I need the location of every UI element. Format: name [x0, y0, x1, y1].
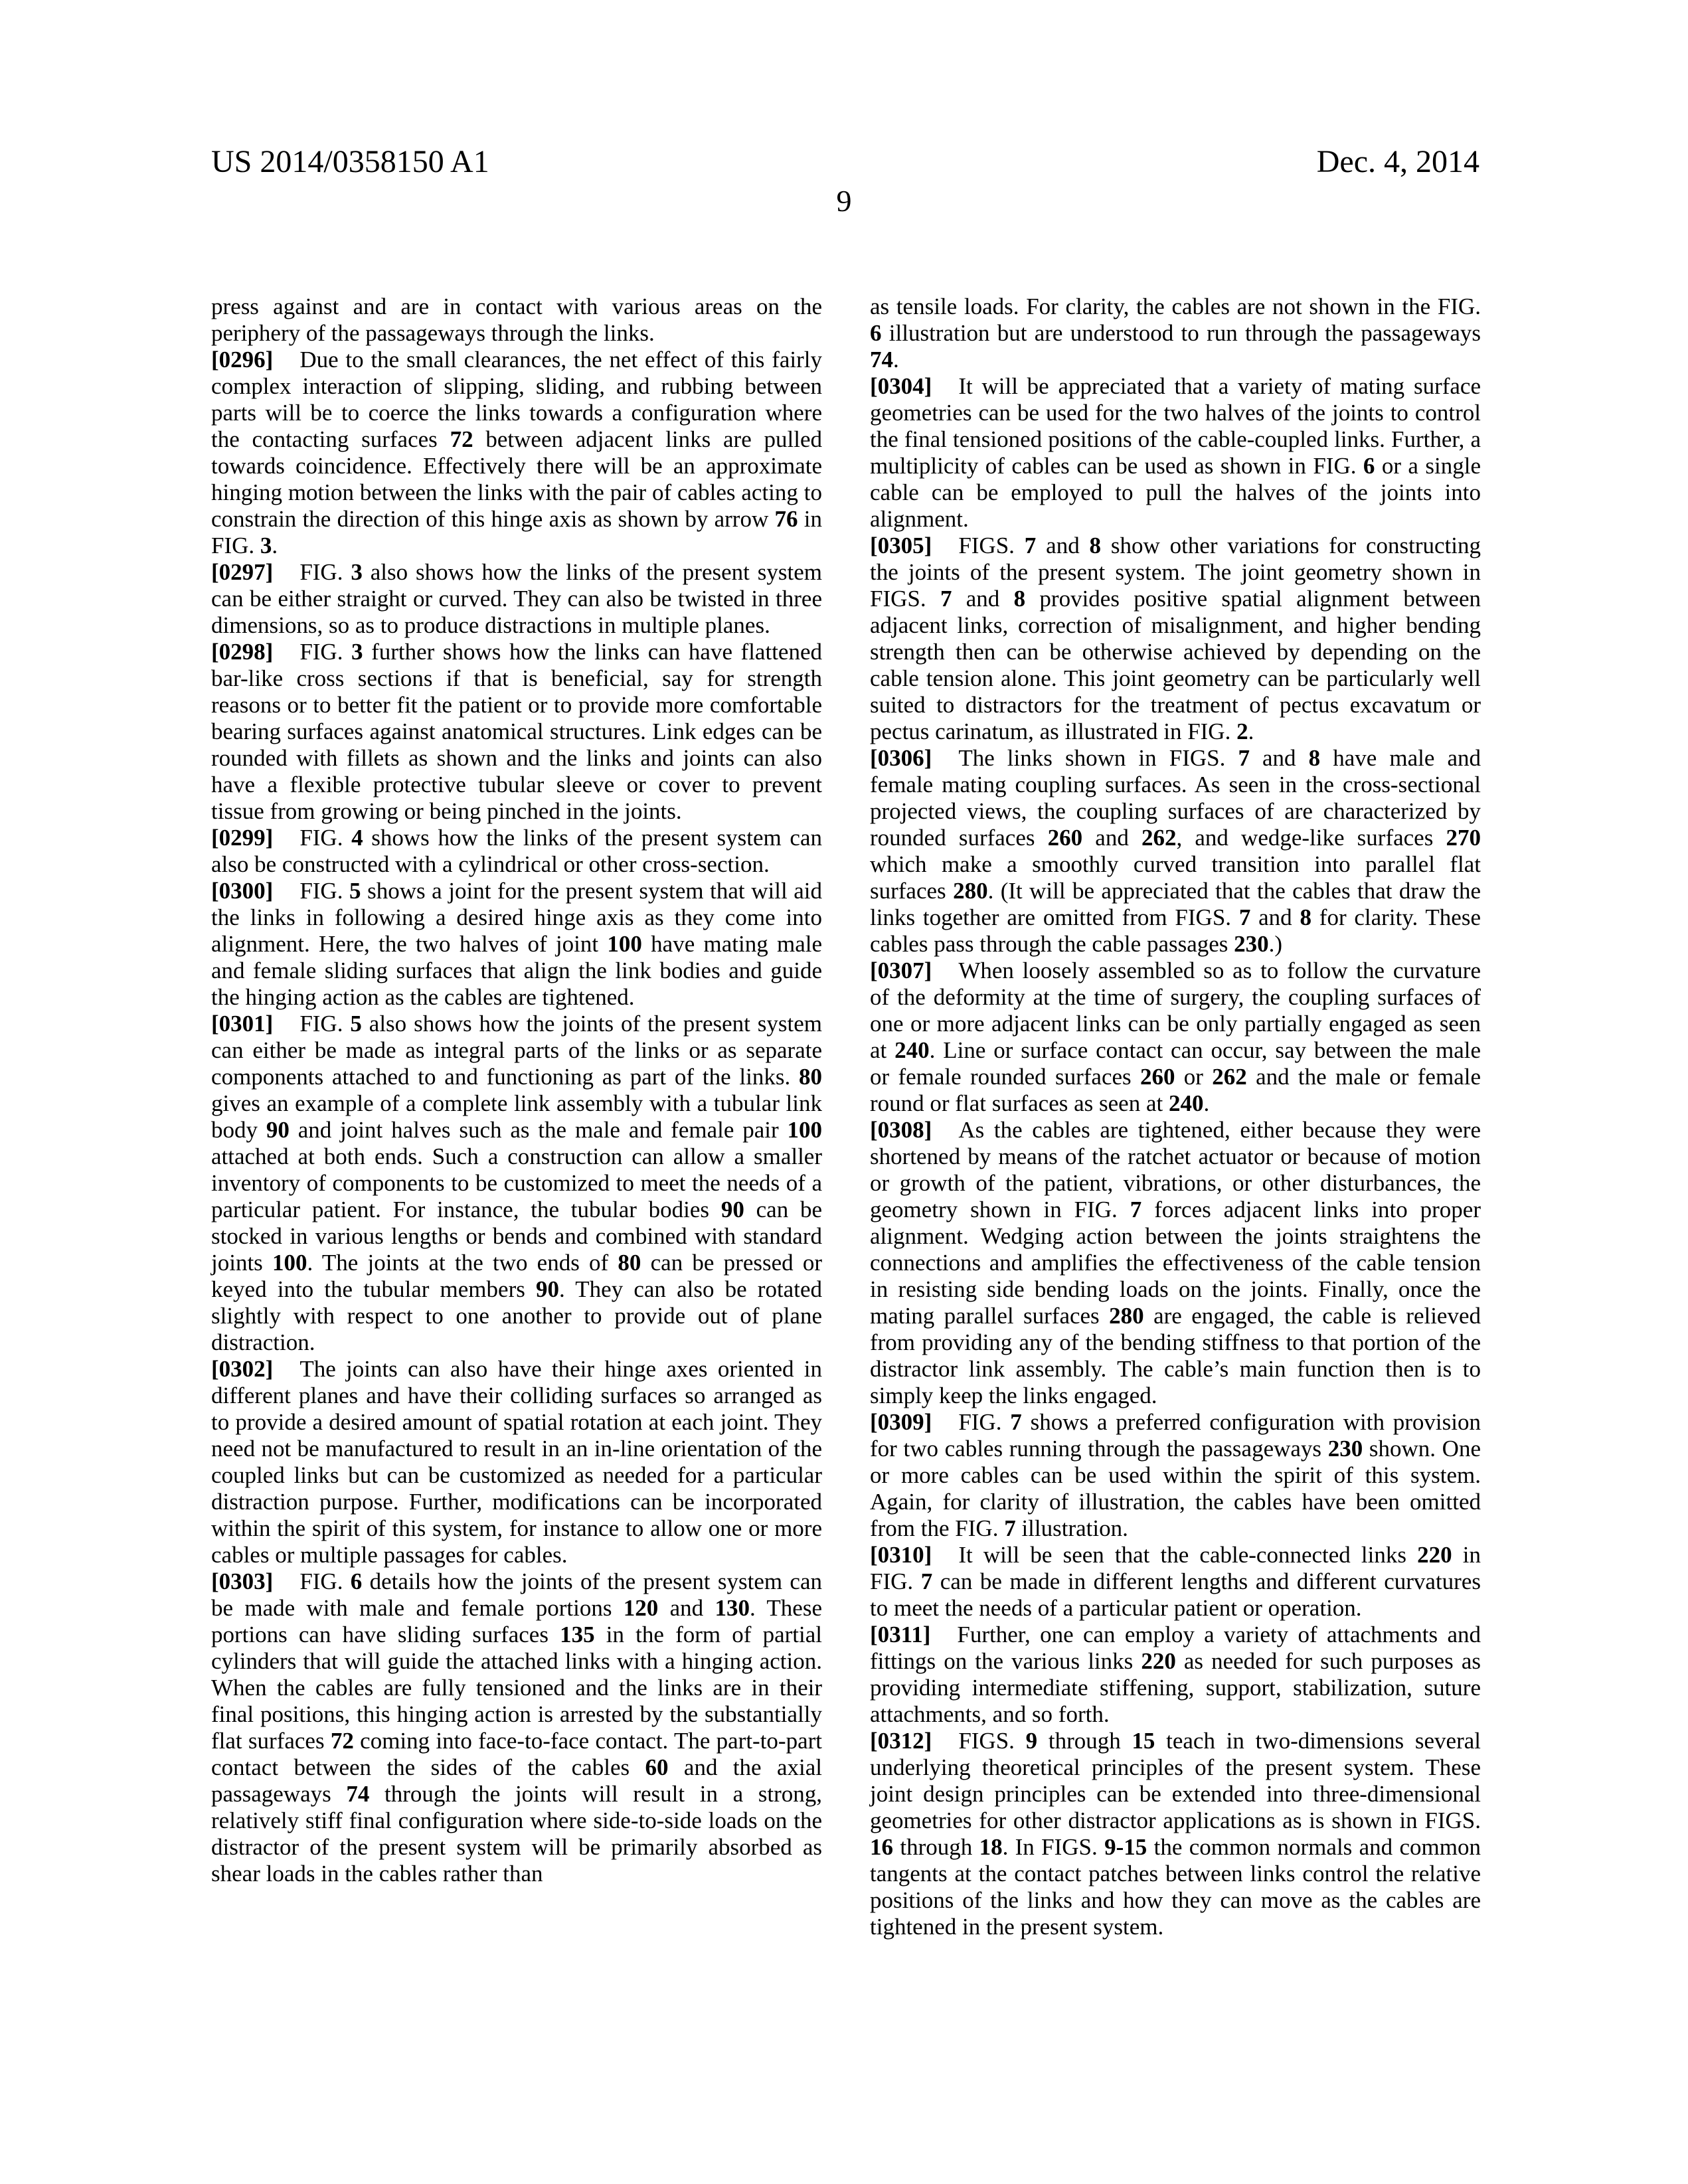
- paragraph-continuation: [211, 294, 822, 347]
- reference-numeral: 8: [1308, 745, 1321, 771]
- paragraph-0299: [211, 825, 822, 878]
- paragraph-number: [0296]: [211, 347, 274, 373]
- reference-numeral: 280: [1109, 1303, 1144, 1329]
- paragraph-number: [0307]: [870, 958, 932, 983]
- text-run: in FIG.: [870, 1542, 1481, 1594]
- text-run: When loosely assembled so as to follow the curvature of the deformity at the time of surgery, the coupling surfaces of one or more adjacent links can be only partially engaged as seen at: [870, 958, 1481, 1063]
- text-run: as needed for such purposes as providing intermediate stiffening, support, stabilization, suture attachments, and so forth.: [870, 1648, 1481, 1727]
- reference-numeral: 240: [894, 1037, 930, 1063]
- paragraph-0305: [870, 533, 1481, 745]
- reference-numeral: 90: [536, 1276, 559, 1302]
- paragraph-0302: [211, 1356, 822, 1568]
- text-run: .: [272, 533, 278, 558]
- reference-numeral: 80: [618, 1250, 641, 1276]
- text-run: . The joints at the two ends of: [307, 1250, 618, 1276]
- paragraph-0298: [211, 639, 822, 825]
- reference-numeral: 9: [1025, 1728, 1038, 1754]
- reference-numeral: 9-15: [1104, 1834, 1147, 1860]
- text-run: It will be seen that the cable-connected links: [958, 1542, 1418, 1568]
- text-run: can be stocked in various lengths or bends and combined with standard joints: [211, 1197, 822, 1276]
- text-run: FIG.: [299, 825, 352, 851]
- reference-numeral: 3: [351, 559, 363, 585]
- text-run: shows a joint for the present system that will aid the links in following a desired hinge axis as they come into alignment. Here, the two halves of joint: [211, 878, 822, 957]
- text-run: show other variations for constructing the joints of the present system. The joint geometry shown in FIGS.: [870, 533, 1481, 612]
- text-run: As the cables are tightened, either because they were shortened by means of the ratchet actuator or because of motion or growth of the patient, vibrations, or other disturbances, the geometry shown in FIG.: [870, 1117, 1481, 1222]
- reference-numeral: 262: [1212, 1064, 1247, 1090]
- text-run: Due to the small clearances, the net effect of this fairly complex interaction of slipping, sliding, and rubbing between parts will be to coerce the links towards a configuration where the contacting surfaces: [211, 347, 822, 452]
- reference-numeral: 3: [260, 533, 272, 558]
- reference-numeral: 7: [1010, 1409, 1022, 1435]
- paragraph-0304: [870, 373, 1481, 533]
- text-run: It will be appreciated that a variety of mating surface geometries can be used for the two halves of the joints to control the final tensioned positions of the cable-coupled links. Further, a multiplicity of cables can be used as shown in FIG.: [870, 373, 1481, 479]
- paragraph-number: [0306]: [870, 745, 932, 771]
- text-run: through the joints will result in a strong, relatively stiff final configuration where side-to-side loads on the distractor of the present system will be primarily absorbed as shear loads in the cables rather than: [211, 1781, 822, 1887]
- reference-numeral: 7: [1238, 745, 1250, 771]
- text-run: illustration but are understood to run through the passageways: [881, 320, 1481, 346]
- reference-numeral: 220: [1417, 1542, 1452, 1568]
- text-run: coming into face-to-face contact. The part-to-part contact between the sides of the cables: [211, 1728, 823, 1780]
- text-run: also shows how the links of the present system can be either straight or curved. They can also be twisted in three dimensions, so as to produce distractions in multiple planes.: [211, 559, 822, 638]
- paragraph-number: [0305]: [870, 533, 932, 558]
- reference-numeral: 270: [1446, 825, 1481, 851]
- reference-numeral: 120: [623, 1595, 659, 1621]
- text-run: .: [1248, 718, 1254, 744]
- reference-numeral: 230: [1327, 1436, 1363, 1462]
- text-run: in the form of partial cylinders that will guide the attached links with a hinging action. When the cables are fully tensioned and the links are in their final positions, this hinging action is arrested by the substantially flat surfaces: [211, 1622, 822, 1754]
- right-column: [870, 294, 1481, 1940]
- text-run: and: [1036, 533, 1090, 558]
- reference-numeral: 7: [1130, 1197, 1142, 1222]
- reference-numeral: 74: [870, 347, 893, 373]
- text-run: FIGS.: [958, 533, 1025, 558]
- text-run: The links shown in FIGS.: [958, 745, 1238, 771]
- text-run: and: [952, 586, 1014, 612]
- text-run: FIG.: [299, 1568, 351, 1594]
- text-run: through: [893, 1834, 979, 1860]
- text-run: Further, one can employ a variety of attachments and fittings on the various links: [870, 1622, 1481, 1674]
- text-run: or: [1175, 1064, 1213, 1090]
- reference-numeral: 74: [346, 1781, 370, 1807]
- reference-numeral: 7: [1238, 904, 1251, 930]
- reference-numeral: 76: [774, 506, 798, 532]
- text-run: . In FIGS.: [1002, 1834, 1105, 1860]
- paragraph-0301: [211, 1011, 822, 1356]
- reference-numeral: 280: [953, 878, 988, 904]
- text-run: .: [893, 347, 899, 373]
- publication-number: US 2014/0358150 A1: [211, 144, 489, 179]
- reference-numeral: 3: [351, 639, 363, 665]
- reference-numeral: 100: [607, 931, 642, 957]
- text-run: .): [1268, 931, 1283, 957]
- reference-numeral: 5: [349, 878, 361, 904]
- text-run: and joint halves such as the male and female pair: [289, 1117, 788, 1143]
- text-run: .: [1203, 1090, 1210, 1116]
- page-number: 9: [836, 184, 852, 218]
- paragraph-number: [0302]: [211, 1356, 274, 1382]
- reference-numeral: 100: [272, 1250, 307, 1276]
- publication-date: Dec. 4, 2014: [1316, 144, 1479, 179]
- text-run: . These portions can have sliding surfaces: [211, 1595, 822, 1647]
- text-run: can be made in different lengths and different curvatures to meet the needs of a particular patient or operation.: [870, 1568, 1481, 1621]
- text-run: between adjacent links are pulled towards coincidence. Effectively there will be an approximate hinging motion between the links with the pair of cables acting to constrain the direction of this hinge axis as shown by arrow: [211, 426, 823, 532]
- text-run: and: [1250, 904, 1300, 930]
- reference-numeral: 18: [979, 1834, 1003, 1860]
- reference-numeral: 230: [1234, 931, 1269, 957]
- paragraph-number: [0310]: [870, 1542, 932, 1568]
- text-run: details how the joints of the present system can be made with male and female portions: [211, 1568, 822, 1621]
- reference-numeral: 60: [645, 1754, 669, 1780]
- text-run: further shows how the links can have flattened bar-like cross sections if that is beneficial, say for strength reasons or to better fit the patient or to provide more comfortable bearing surfaces against anatomical structures. Link edges can be rounded with fillets as shown and the links and joints can also have a flexible protective tubular sleeve or cover to prevent tissue from growing or being pinched in the joints.: [211, 639, 822, 824]
- reference-numeral: 6: [870, 320, 882, 346]
- paragraph-0296: [211, 347, 822, 559]
- text-run: and: [1082, 825, 1141, 851]
- paragraph-number: [0300]: [211, 878, 274, 904]
- paragraph-0300: [211, 878, 822, 1011]
- text-run: which make a smoothly curved transition into parallel flat surfaces: [870, 851, 1481, 904]
- reference-numeral: 100: [787, 1117, 822, 1143]
- text-run: The joints can also have their hinge axes oriented in different planes and have their colliding surfaces so arranged as to provide a desired amount of spatial rotation at each joint. They need not be manufactured to result in an in-line orientation of the coupled links but can be customized as needed for a particular distraction purpose. Further, modifications can be incorporated within the spirit of this system, for instance to allow one or more cables or multiple passages for cables.: [211, 1356, 822, 1568]
- text-run: , and wedge-like surfaces: [1176, 825, 1446, 851]
- text-run: provides positive spatial alignment between adjacent links, correction of misalignment, and higher bending strength then can be otherwise achieved by depending on the cable tension alone. This joint geometry can be particularly well suited to distractors for the treatment of pectus excavatum or pectus carinatum, as illustrated in FIG.: [870, 586, 1481, 744]
- reference-numeral: 130: [715, 1595, 750, 1621]
- reference-numeral: 80: [799, 1064, 822, 1090]
- reference-numeral: 15: [1132, 1728, 1155, 1754]
- paragraph-0308: [870, 1117, 1481, 1409]
- reference-numeral: 262: [1141, 825, 1177, 851]
- reference-numeral: 8: [1089, 533, 1102, 558]
- left-column: [211, 294, 822, 1940]
- text-run: attached at both ends. Such a construction can allow a smaller inventory of components to be customized to meet the needs of a particular patient. For instance, the tubular bodies: [211, 1143, 822, 1222]
- text-run: have male and female mating coupling surfaces. As seen in the cross-sectional projected views, the coupling surfaces of are characterized by rounded surfaces: [870, 745, 1481, 851]
- text-run: the common normals and common tangents at the contact patches between links control the relative positions of the links and how they can move as the cables are tightened in the present system.: [870, 1834, 1481, 1940]
- text-run: can be pressed or keyed into the tubular members: [211, 1250, 822, 1302]
- text-run: and: [658, 1595, 715, 1621]
- reference-numeral: 7: [940, 586, 952, 612]
- text-run: forces adjacent links into proper alignment. Wedging action between the joints straightens the connections and amplifies the effectiveness of the cable tension in resisting side bending loads on the joints. Finally, once the mating parallel surfaces: [870, 1197, 1481, 1329]
- reference-numeral: 72: [330, 1728, 354, 1754]
- text-run: FIG.: [299, 878, 350, 904]
- reference-numeral: 8: [1300, 904, 1311, 930]
- text-run: FIG.: [958, 1409, 1011, 1435]
- text-run: and the axial passageways: [211, 1754, 822, 1807]
- text-run: also shows how the joints of the present system can either be made as integral parts of the links or as separate components attached to and functioning as part of the links.: [211, 1011, 822, 1090]
- paragraph-0297: [211, 559, 822, 639]
- paragraph-0307: [870, 958, 1481, 1117]
- reference-numeral: 260: [1139, 1064, 1175, 1090]
- paragraph-number: [0309]: [870, 1409, 932, 1435]
- text-run: shows how the links of the present system can also be constructed with a cylindrical or other cross-section.: [211, 825, 822, 877]
- reference-numeral: 7: [1004, 1515, 1016, 1541]
- reference-numeral: 2: [1236, 718, 1248, 744]
- paragraph-number: [0297]: [211, 559, 274, 585]
- paragraph-number: [0299]: [211, 825, 274, 851]
- text-run: press against and are in contact with various areas on the periphery of the passageways through the links.: [211, 294, 822, 346]
- paragraph-number: [0298]: [211, 639, 274, 665]
- reference-numeral: 8: [1013, 586, 1026, 612]
- text-run: shows a preferred configuration with provision for two cables running through the passageways: [870, 1409, 1481, 1462]
- paragraph-continuation: [870, 294, 1481, 373]
- text-run: shown. One or more cables can be used within the spirit of this system. Again, for clarity of illustration, the cables have been omitted from the FIG.: [870, 1436, 1481, 1541]
- text-run: have mating male and female sliding surfaces that align the link bodies and guide the hinging action as the cables are tightened.: [211, 931, 823, 1010]
- paragraph-number: [0311]: [870, 1622, 931, 1647]
- text-run: . Line or surface contact can occur, say between the male or female rounded surfaces: [870, 1037, 1481, 1090]
- text-run: in FIG.: [211, 506, 822, 558]
- text-run: are engaged, the cable is relieved from providing any of the bending stiffness to that portion of the distractor link assembly. The cable’s main function then is to simply keep the links engaged.: [870, 1303, 1481, 1408]
- paragraph-number: [0304]: [870, 373, 932, 399]
- text-run: . They can also be rotated slightly with respect to one another to provide out of plane distraction.: [211, 1276, 822, 1355]
- paragraph-0306: [870, 745, 1481, 958]
- text-run: FIG.: [299, 1011, 351, 1037]
- reference-numeral: 90: [266, 1117, 290, 1143]
- paragraph-0309: [870, 1409, 1481, 1542]
- reference-numeral: 6: [350, 1568, 363, 1594]
- text-run: or a single cable can be employed to pull the halves of the joints into alignment.: [870, 453, 1481, 532]
- text-run: FIG.: [299, 639, 352, 665]
- text-run: FIGS.: [958, 1728, 1026, 1754]
- reference-numeral: 72: [450, 426, 473, 452]
- reference-numeral: 7: [920, 1568, 933, 1594]
- text-run: through: [1037, 1728, 1132, 1754]
- reference-numeral: 90: [720, 1197, 744, 1222]
- reference-numeral: 220: [1141, 1648, 1176, 1674]
- paragraph-0303: [211, 1568, 822, 1887]
- reference-numeral: 260: [1047, 825, 1083, 851]
- paragraph-0312: [870, 1728, 1481, 1940]
- reference-numeral: 16: [870, 1834, 893, 1860]
- reference-numeral: 5: [350, 1011, 362, 1037]
- text-run: teach in two-dimensions several underlying theoretical principles of the present system. These joint design principles can be extended into three-dimensional geometries for other distractor applications as is shown in FIGS.: [870, 1728, 1481, 1833]
- paragraph-number: [0303]: [211, 1568, 274, 1594]
- paragraph-number: [0308]: [870, 1117, 932, 1143]
- text-run: illustration.: [1015, 1515, 1128, 1541]
- reference-numeral: 240: [1168, 1090, 1204, 1116]
- reference-numeral: 135: [560, 1622, 595, 1647]
- page-header: [211, 145, 1479, 179]
- text-run: and: [1249, 745, 1309, 771]
- text-run: as tensile loads. For clarity, the cables are not shown in the FIG.: [870, 294, 1481, 319]
- text-run: gives an example of a complete link assembly with a tubular link body: [211, 1090, 822, 1143]
- text-run: . (It will be appreciated that the cables that draw the links together are omitted from FIGS.: [870, 878, 1481, 930]
- paragraph-0311: [870, 1622, 1481, 1728]
- reference-numeral: 6: [1363, 453, 1375, 479]
- reference-numeral: 4: [351, 825, 363, 851]
- text-run: FIG.: [299, 559, 351, 585]
- paragraph-0310: [870, 1542, 1481, 1622]
- paragraph-number: [0301]: [211, 1011, 274, 1037]
- reference-numeral: 7: [1024, 533, 1037, 558]
- body-text: [211, 294, 1481, 1940]
- text-run: for clarity. These cables pass through the cable passages: [870, 904, 1481, 957]
- text-run: and the male or female round or flat surfaces as seen at: [870, 1064, 1481, 1116]
- paragraph-number: [0312]: [870, 1728, 932, 1754]
